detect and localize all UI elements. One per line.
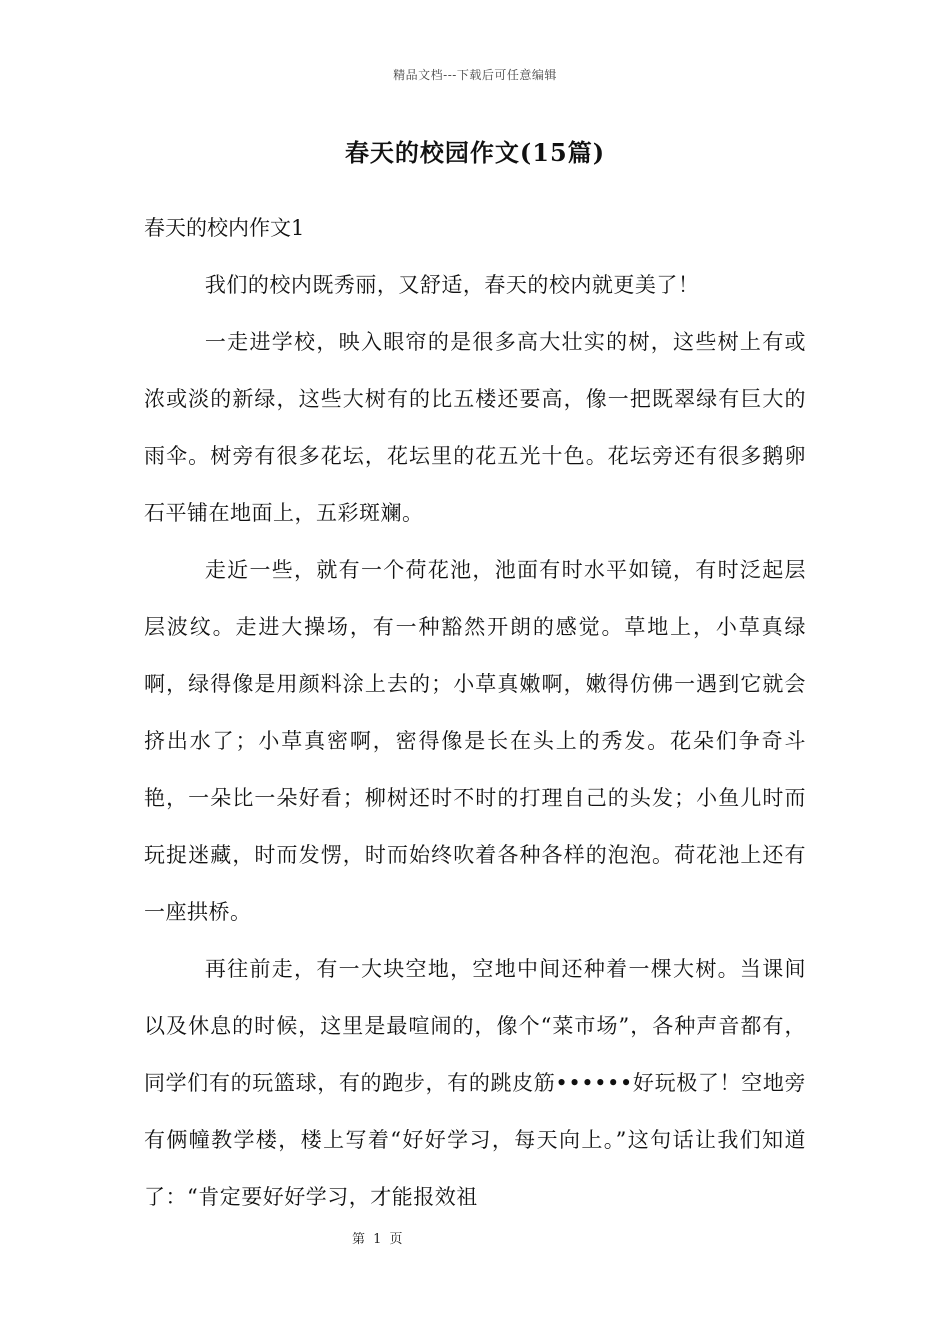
- document-title: 春天的校园作文(15篇): [344, 138, 606, 167]
- page-number: 第 1 页: [352, 1232, 405, 1247]
- paragraph-2: 一走进学校，映入眼帘的是很多高大壮实的树，这些树上有或浓或淡的新绿，这些大树有的比五楼还要高，像一把既翠绿有巨大的雨伞。树旁有很多花坛，花坛里的花五光十色。花坛旁还有很多鹅卵石平铺在地面上，五彩斑斓。: [144, 330, 806, 525]
- section-heading: 春天的校内作文1: [144, 216, 305, 240]
- paragraph-4: 再往前走，有一大块空地，空地中间还种着一棵大树。当课间以及休息的时候，这里是最喧闹的，像个“菜市场”，各种声音都有，同学们有的玩篮球，有的跑步，有的跳皮筋••••••好玩极了！空地旁有俩幢教学楼，楼上写着“好好学习，每天向上。”这句话让我们知道了：“肯定要好好学习，才能报效祖: [144, 957, 806, 1209]
- page-header-note: 精品文档---下载后可任意编辑: [393, 68, 557, 82]
- document-body: [144, 200, 806, 1226]
- paragraph-1: 我们的校内既秀丽，又舒适，春天的校内就更美了！: [204, 273, 700, 297]
- paragraph-3: 走近一些，就有一个荷花池，池面有时水平如镜，有时泛起层层波纹。走进大操场，有一种豁然开朗的感觉。草地上，小草真绿啊，绿得像是用颜料涂上去的；小草真嫩啊，嫩得仿佛一遇到它就会挤出水了；小草真密啊，密得像是长在头上的秀发。花朵们争奇斗艳，一朵比一朵好看；柳树还时不时的打理自己的头发；小鱼儿时而玩捉迷藏，时而发愣，时而始终吹着各种各样的泡泡。荷花池上还有一座拱桥。: [144, 558, 806, 924]
